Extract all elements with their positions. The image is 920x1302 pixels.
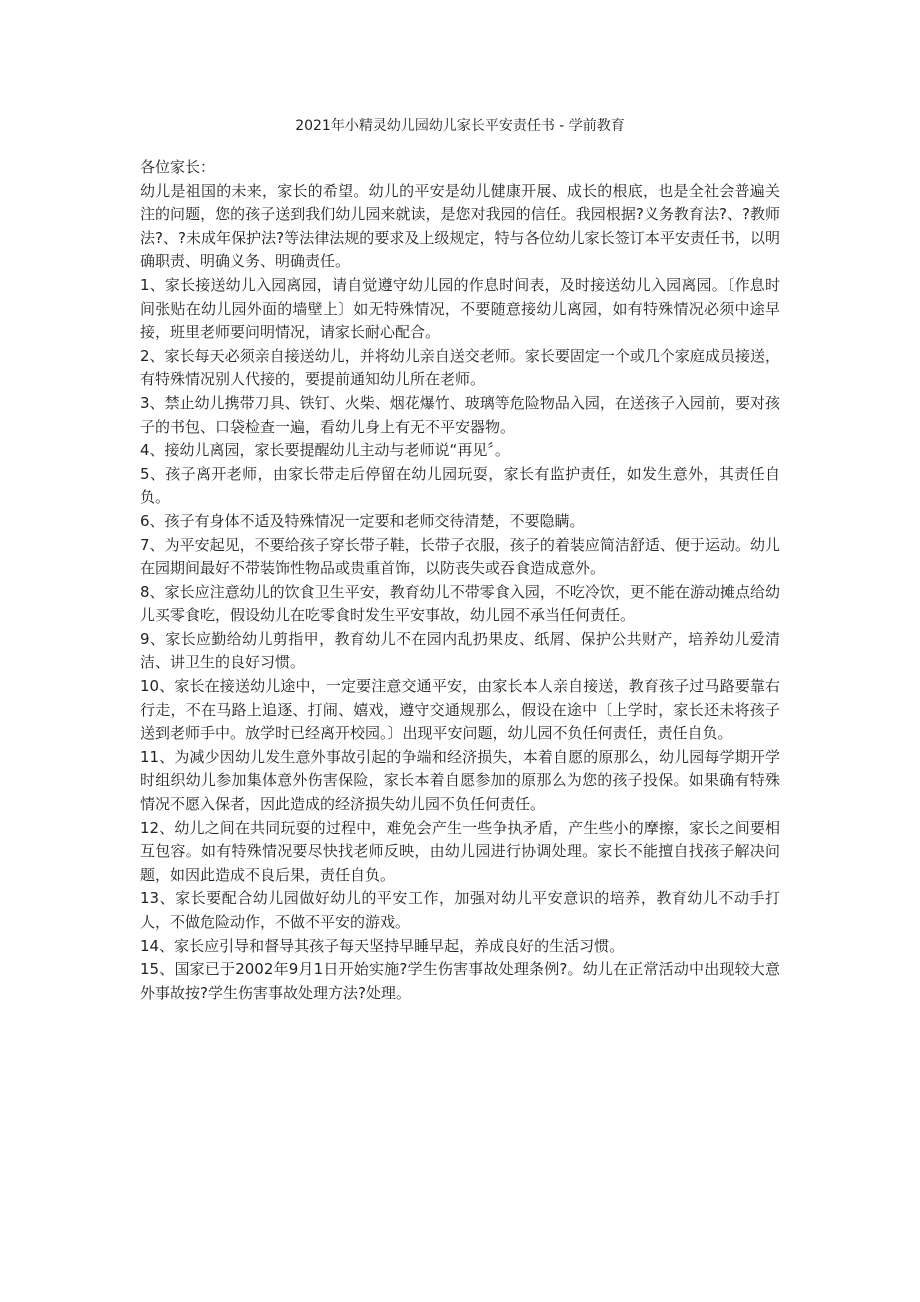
- clause-6: 6、孩子有身体不适及特殊情况一定要和老师交待清楚，不要隐瞒。: [140, 511, 585, 530]
- clause-7: 7、为平安起见，不要给孩子穿长带子鞋，长带子衣服，孩子的着装应简洁舒适、便于运动。幼儿在园期间最好不带装饰性物品或贵重首饰，以防丧失或吞食造成意外。: [140, 535, 780, 578]
- clause-4: 4、接幼儿离园，家长要提醒幼儿主动与老师说“再见〞。: [140, 441, 510, 460]
- clause-1: 1、家长接送幼儿入园离园，请自觉遵守幼儿园的作息时间表，及时接送幼儿入园离园。〔作息时间张贴在幼儿园外面的墙壁上〕如无特殊情况，不要随意接幼儿离园，如有特殊情况必须中途早接，班里老师要问明情况，请家长耐心配合。: [140, 275, 780, 342]
- clause-8: 8、家长应注意幼儿的饮食卫生平安，教育幼儿不带零食入园，不吃冷饮，更不能在游动摊点给幼儿买零食吃，假设幼儿在吃零食时发生平安事故，幼儿园不承当任何责任。: [140, 582, 780, 625]
- intro-paragraph: 幼儿是祖国的未来，家长的希望。幼儿的平安是幼儿健康开展、成长的根底，也是全社会普遍关注的问题，您的孩子送到我们幼儿园来就读，是您对我园的信任。我园根据?义务教育法?、?教师法?、?未成年保护法?等法律法规的要求及上级规定，特与各位幼儿家长签订本平安责任书，以明确职责、明确义务、明确责任。: [140, 181, 780, 271]
- clause-3: 3、禁止幼儿携带刀具、铁钉、火柴、烟花爆竹、玻璃等危险物品入园，在送孩子入园前，要对孩子的书包、口袋检查一遍，看幼儿身上有无不平安器物。: [140, 393, 780, 436]
- greeting: 各位家长：: [140, 158, 216, 176]
- clause-14: 14、家长应引导和督导其孩子每天坚持早睡早起，养成良好的生活习惯。: [140, 936, 625, 955]
- document-body: [140, 156, 780, 1005]
- clause-11: 11、为减少因幼儿发生意外事故引起的争端和经济损失，本着自愿的原那么，幼儿园每学期开学时组织幼儿参加集体意外伤害保险，家长本着自愿参加的原那么为您的孩子投保。如果确有特殊情况不愿入保者，因此造成的经济损失幼儿园不负任何责任。: [140, 747, 780, 814]
- clause-12: 12、幼儿之间在共同玩耍的过程中，难免会产生一些争执矛盾，产生些小的摩擦，家长之间要相互包容。如有特殊情况要尽快找老师反映，由幼儿园进行协调处理。家长不能擅自找孩子解决问题，如因此造成不良后果，责任自负。: [140, 818, 780, 884]
- clause-9: 9、家长应勤给幼儿剪指甲，教育幼儿不在园内乱扔果皮、纸屑、保护公共财产，培养幼儿爱清洁、讲卫生的良好习惯。: [140, 629, 780, 672]
- clause-2: 2、家长每天必须亲自接送幼儿，并将幼儿亲自送交老师。家长要固定一个或几个家庭成员接送，有特殊情况别人代接的，要提前通知幼儿所在老师。: [140, 346, 780, 389]
- clause-13: 13、家长要配合幼儿园做好幼儿的平安工作，加强对幼儿平安意识的培养，教育幼儿不动手打人，不做危险动作，不做不平安的游戏。: [140, 889, 780, 931]
- document-title: 2021年小精灵幼儿园幼儿家长平安责任书 - 学前教育: [295, 118, 625, 134]
- clause-5: 5、孩子离开老师，由家长带走后停留在幼儿园玩耍，家长有监护责任，如发生意外，其责任自负。: [140, 464, 780, 507]
- clause-15: 15、国家已于2002年9月1日开始实施?学生伤害事故处理条例?。幼儿在正常活动中出现较大意外事故按?学生伤害事故处理方法?处理。: [140, 960, 780, 1002]
- clause-10: 10、家长在接送幼儿途中，一定要注意交通平安，由家长本人亲自接送，教育孩子过马路要靠右行走，不在马路上追逐、打闹、嬉戏，遵守交通规那么，假设在途中〔上学时，家长还未将孩子送到老师手中。放学时已经离开校园。〕出现平安问题，幼儿园不负任何责任，责任自负。: [140, 677, 780, 743]
